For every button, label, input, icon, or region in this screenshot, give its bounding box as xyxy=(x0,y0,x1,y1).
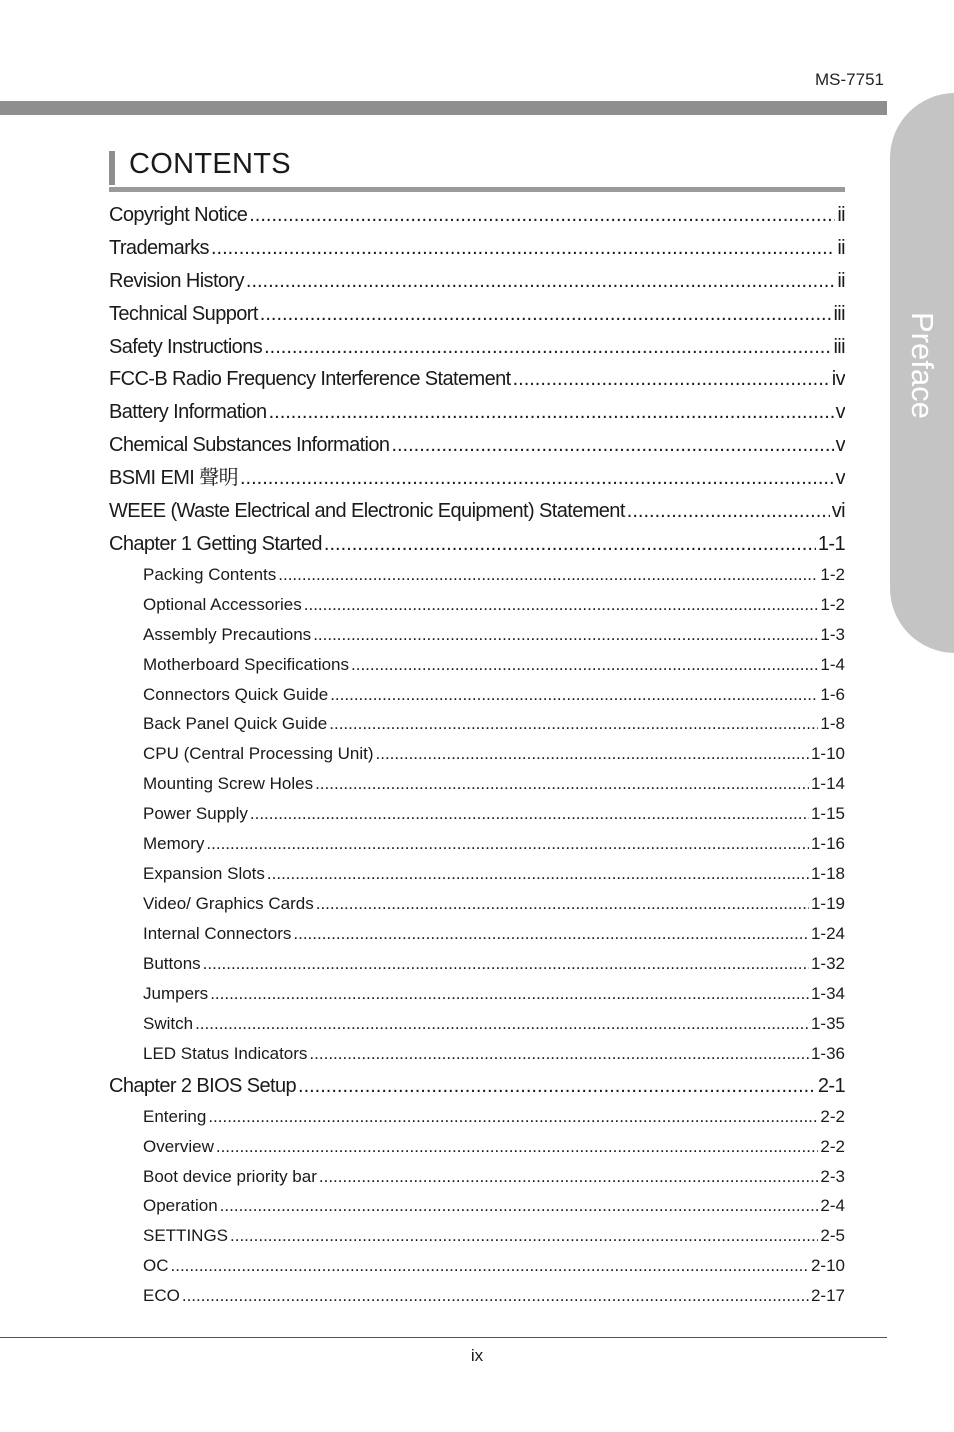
section-side-tab-label: Preface xyxy=(905,312,940,419)
toc-entry-major[interactable] xyxy=(109,525,845,558)
toc-entry-minor[interactable] xyxy=(109,1249,845,1279)
toc-entry-page: 1-15 xyxy=(810,804,845,824)
toc-entry-page: 1-16 xyxy=(810,834,845,854)
toc-entry-title: LED Status Indicators xyxy=(143,1043,308,1063)
toc-dot-leader xyxy=(203,947,809,977)
toc-entry-title: Revision History xyxy=(109,269,244,292)
toc-entry-page: v xyxy=(835,434,845,457)
toc-dot-leader xyxy=(220,1189,819,1219)
toc-entry-title: Buttons xyxy=(143,953,201,973)
toc-entry-title: Mounting Screw Holes xyxy=(143,774,314,794)
table-of-contents xyxy=(109,196,845,1309)
toc-entry-page: 1-2 xyxy=(820,564,845,584)
toc-entry-title: Connectors Quick Guide xyxy=(143,684,329,704)
toc-dot-leader xyxy=(319,1160,819,1190)
toc-entry-minor[interactable] xyxy=(109,558,845,588)
toc-dot-leader xyxy=(391,426,833,459)
toc-dot-leader xyxy=(330,678,818,708)
toc-dot-leader xyxy=(210,977,809,1007)
model-number: MS-7751 xyxy=(815,70,884,89)
toc-dot-leader xyxy=(293,917,809,947)
toc-entry-minor[interactable] xyxy=(109,827,845,857)
toc-entry-page: iii xyxy=(833,302,845,325)
toc-dot-leader xyxy=(269,393,834,426)
toc-entry-minor[interactable] xyxy=(109,707,845,737)
toc-entry-page: 2-2 xyxy=(820,1136,845,1156)
toc-entry-title: Chapter 2 BIOS Setup xyxy=(109,1074,297,1097)
toc-entry-page: 1-2 xyxy=(820,594,845,614)
toc-entry-minor[interactable] xyxy=(109,1100,845,1130)
toc-dot-leader xyxy=(230,1219,818,1249)
toc-entry-title: Trademarks xyxy=(109,236,209,259)
toc-dot-leader xyxy=(309,1037,809,1067)
toc-entry-page: 1-24 xyxy=(810,924,845,944)
toc-dot-leader xyxy=(316,887,809,917)
header-bar xyxy=(0,101,887,115)
toc-entry-major[interactable] xyxy=(109,426,845,459)
toc-entry-minor[interactable] xyxy=(109,1219,845,1249)
toc-entry-title: Video/ Graphics Cards xyxy=(143,894,314,914)
toc-dot-leader xyxy=(211,229,835,262)
toc-dot-leader xyxy=(264,328,831,361)
toc-dot-leader xyxy=(278,558,818,588)
toc-entry-title: Internal Connectors xyxy=(143,924,292,944)
toc-dot-leader xyxy=(376,737,809,767)
toc-entry-minor[interactable] xyxy=(109,887,845,917)
toc-entry-minor[interactable] xyxy=(109,1189,845,1219)
toc-entry-page: 1-6 xyxy=(820,684,845,704)
toc-entry-minor[interactable] xyxy=(109,678,845,708)
toc-entry-minor[interactable] xyxy=(109,1130,845,1160)
toc-entry-page: ii xyxy=(837,269,845,292)
toc-entry-title: Jumpers xyxy=(143,983,209,1003)
toc-entry-title: WEEE (Waste Electrical and Electronic Equipment) Statement xyxy=(109,500,625,523)
toc-entry-page: iii xyxy=(833,335,845,358)
toc-entry-minor[interactable] xyxy=(109,618,845,648)
toc-entry-page: 2-2 xyxy=(820,1106,845,1126)
toc-entry-page: 1-1 xyxy=(817,532,845,555)
toc-entry-minor[interactable] xyxy=(109,588,845,618)
toc-dot-leader xyxy=(627,492,830,525)
toc-entry-title: Power Supply xyxy=(143,804,248,824)
toc-entry-title: Safety Instructions xyxy=(109,335,263,358)
toc-entry-page: 1-35 xyxy=(810,1013,845,1033)
toc-entry-page: 1-3 xyxy=(820,624,845,644)
toc-entry-major[interactable] xyxy=(109,229,845,262)
toc-dot-leader xyxy=(351,648,818,678)
toc-entry-major[interactable] xyxy=(109,492,845,525)
toc-dot-leader xyxy=(208,1100,818,1130)
toc-entry-title: Packing Contents xyxy=(143,564,277,584)
toc-entry-title: ECO xyxy=(143,1286,180,1306)
toc-entry-title: Expansion Slots xyxy=(143,864,265,884)
toc-entry-title: Assembly Precautions xyxy=(143,624,312,644)
toc-dot-leader xyxy=(329,707,818,737)
toc-dot-leader xyxy=(315,767,809,797)
toc-entry-minor[interactable] xyxy=(109,1037,845,1067)
toc-entry-major[interactable] xyxy=(109,295,845,328)
toc-entry-page: ii xyxy=(837,204,845,226)
toc-entry-page: 1-10 xyxy=(810,744,845,764)
toc-entry-page: 2-10 xyxy=(810,1256,845,1276)
toc-entry-page: iv xyxy=(831,368,845,391)
toc-entry-title: Entering xyxy=(143,1106,207,1126)
toc-entry-page: 1-14 xyxy=(810,774,845,794)
toc-entry-page: 1-36 xyxy=(810,1043,845,1063)
toc-entry-minor[interactable] xyxy=(109,648,845,678)
toc-entry-minor[interactable] xyxy=(109,797,845,827)
toc-dot-leader xyxy=(182,1279,809,1309)
toc-entry-title: Boot device priority bar xyxy=(143,1166,317,1186)
toc-entry-minor[interactable] xyxy=(109,1279,845,1309)
toc-entry-page: v xyxy=(835,401,845,424)
toc-entry-title: FCC-B Radio Frequency Interference Statement xyxy=(109,368,511,391)
toc-dot-leader xyxy=(324,525,816,558)
toc-dot-leader xyxy=(513,360,830,393)
toc-entry-title: Technical Support xyxy=(109,302,258,325)
footer-rule xyxy=(0,1337,887,1338)
toc-dot-leader xyxy=(195,1007,809,1037)
toc-entry-page: 1-34 xyxy=(810,983,845,1003)
toc-entry-page: 1-4 xyxy=(820,654,845,674)
toc-dot-leader xyxy=(246,262,835,295)
page-title: CONTENTS xyxy=(129,148,291,180)
toc-dot-leader xyxy=(267,857,809,887)
toc-entry-page: vi xyxy=(831,500,845,523)
toc-entry-page: 2-1 xyxy=(817,1074,845,1097)
toc-entry-title: CPU (Central Processing Unit) xyxy=(143,744,374,764)
toc-entry-page: 2-5 xyxy=(820,1226,845,1246)
toc-entry-major[interactable] xyxy=(109,393,845,426)
toc-entry-title: Chemical Substances Information xyxy=(109,434,390,457)
toc-entry-title: Overview xyxy=(143,1136,214,1156)
toc-dot-leader xyxy=(250,797,809,827)
heading-accent-bar xyxy=(109,151,115,185)
toc-dot-leader xyxy=(240,459,834,492)
toc-entry-page: 1-18 xyxy=(810,864,845,884)
toc-dot-leader xyxy=(313,618,818,648)
toc-entry-title: SETTINGS xyxy=(143,1226,229,1246)
page-number: ix xyxy=(470,1346,484,1365)
toc-entry-title: Memory xyxy=(143,834,205,854)
toc-entry-title: Chapter 1 Getting Started xyxy=(109,532,322,555)
toc-entry-title: Back Panel Quick Guide xyxy=(143,714,328,734)
toc-entry-minor[interactable] xyxy=(109,917,845,947)
toc-dot-leader xyxy=(171,1249,809,1279)
toc-entry-title: Battery Information xyxy=(109,401,267,424)
toc-entry-page: 1-32 xyxy=(810,953,845,973)
toc-entry-major[interactable] xyxy=(109,196,845,229)
toc-dot-leader xyxy=(216,1130,819,1160)
toc-entry-page: 2-17 xyxy=(810,1286,845,1306)
toc-entry-page: ii xyxy=(837,236,845,259)
toc-entry-title: BSMI EMI 聲明 xyxy=(109,467,238,490)
toc-entry-title: OC xyxy=(143,1256,169,1276)
toc-entry-minor[interactable] xyxy=(109,1007,845,1037)
toc-entry-major[interactable] xyxy=(109,459,845,492)
toc-entry-minor[interactable] xyxy=(109,737,845,767)
toc-entry-page: v xyxy=(835,467,845,490)
toc-entry-major[interactable] xyxy=(109,1067,845,1100)
toc-entry-title: Operation xyxy=(143,1196,218,1216)
toc-entry-minor[interactable] xyxy=(109,767,845,797)
toc-entry-major[interactable] xyxy=(109,262,845,295)
toc-entry-title: Switch xyxy=(143,1013,194,1033)
toc-entry-minor[interactable] xyxy=(109,857,845,887)
toc-entry-page: 1-19 xyxy=(810,894,845,914)
toc-entry-page: 2-4 xyxy=(820,1196,845,1216)
toc-dot-leader xyxy=(206,827,809,857)
toc-dot-leader xyxy=(260,295,832,328)
toc-dot-leader xyxy=(249,196,835,229)
toc-entry-minor[interactable] xyxy=(109,977,845,1007)
toc-entry-minor[interactable] xyxy=(109,1160,845,1190)
toc-entry-page: 1-8 xyxy=(820,714,845,734)
contents-heading xyxy=(109,148,845,192)
toc-entry-major[interactable] xyxy=(109,360,845,393)
toc-dot-leader xyxy=(304,588,819,618)
toc-entry-page: 2-3 xyxy=(820,1166,845,1186)
toc-entry-major[interactable] xyxy=(109,328,845,361)
toc-entry-minor[interactable] xyxy=(109,947,845,977)
toc-entry-title: Motherboard Specifications xyxy=(143,654,350,674)
toc-dot-leader xyxy=(298,1067,816,1100)
toc-entry-title: Copyright Notice xyxy=(109,204,248,226)
toc-entry-title: Optional Accessories xyxy=(143,594,302,614)
